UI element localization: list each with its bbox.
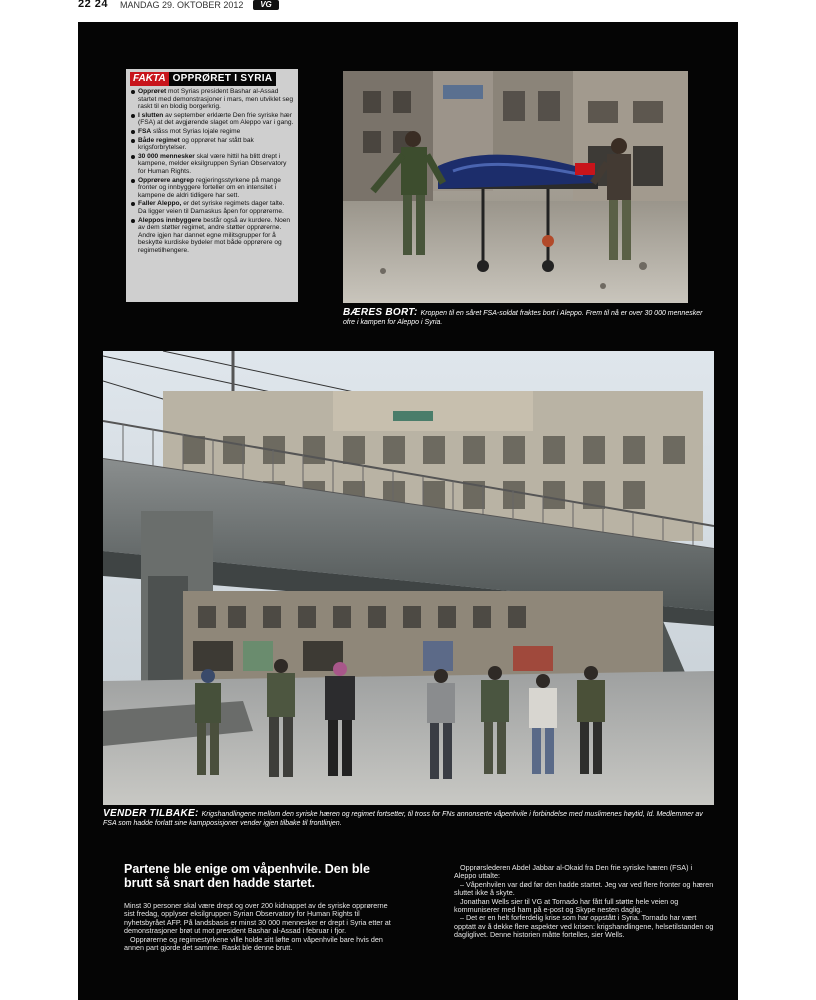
caption-text: Krigshandlingene mellom den syriske hæren og regimet fortsetter, til tross for FNs annonserte våpenhvile i forbindelse med muslimenes høytid, Id. Medlemmer av FSA som hadde forlatt sine kampposisjoner vender igjen tilbake til frontlinjen. bbox=[103, 811, 703, 827]
article-paragraph: – Våpenhvilen var død før den hadde startet. Jeg var ved flere fronter og hæren sluttet ikke å skyte. bbox=[454, 879, 714, 898]
fakta-item: Opprøret mot Syrias president Bashar al-Assad startet med demonstrasjoner i mars, men utviklet seg raskt til en blodig borgerkrig. bbox=[130, 88, 294, 111]
fakta-header bbox=[130, 72, 294, 86]
caption-text: Kroppen til en såret FSA-soldat fraktes bort i Aleppo. Frem til nå er over 30 000 mennesker ofre i kampen for Aleppo i Syria. bbox=[343, 310, 703, 326]
photo-stretcher-caption bbox=[343, 308, 703, 327]
fakta-title: OPPRØRET I SYRIA bbox=[169, 72, 277, 86]
fakta-list bbox=[130, 88, 294, 254]
article-column-left bbox=[124, 902, 394, 952]
article-paragraph: – Det er en helt forferdelig krise som har oppstått i Syria. Tornado har vært opptatt av å dekke flere aspekter ved krisen: krigshandlingene, helsetilstanden og dagliglivet. Denne historien måtte fortelles, sier Wells. bbox=[454, 913, 714, 940]
photo-stretcher-illustration bbox=[343, 71, 688, 303]
photo-fighters bbox=[103, 351, 714, 805]
page-numbers: 22 24 bbox=[78, 0, 109, 10]
fakta-item: Aleppos innbyggere består også av kurdere. Noen av dem støtter regimet, andre støtter opprørerne. Andre igjen har dannet egne militsgrupper for å beskytte kurdiske bydeler mot både opprørere og regimetilhengere. bbox=[130, 217, 294, 255]
caption-head: VENDER TILBAKE: bbox=[103, 808, 199, 819]
article-column-right bbox=[454, 864, 716, 940]
fakta-item: I slutten av september erklærte Den frie syriske hær (FSA) at det avgjørende slaget om Aleppo var i gang. bbox=[130, 112, 294, 127]
fakta-box bbox=[126, 69, 298, 302]
vg-logo: VG bbox=[253, 0, 279, 10]
photo-fighters-caption bbox=[103, 809, 718, 828]
article-paragraph: Opprørerne og regimestyrkene ville holde sitt løfte om våpenhvile bare hvis den annen part gjorde det samme. Raskt ble denne brutt. bbox=[124, 934, 383, 953]
fakta-item: FSA slåss mot Syrias lojale regime bbox=[130, 128, 294, 136]
fakta-item: Opprørere angrep regjeringsstyrkene på mange fronter og innbyggere forteller om en intensitet i kampene de aldri tidligere har sett. bbox=[130, 177, 294, 200]
photo-stretcher bbox=[343, 71, 688, 303]
article-paragraph: Minst 30 personer skal være drept og over 200 kidnappet av de syriske opprørerne sist fredag, opplyser eksilgruppen Syrian Observatory for Human Rights til nyhetsbyrået AFP. På landsbasis er minst 30 000 mennesker er drept i Syria etter at demonstrasjoner brøt ut mot president Bashar al-Assad i februar i fjor. bbox=[124, 901, 391, 936]
fakta-badge: FAKTA bbox=[130, 72, 169, 86]
caption-head: BÆRES BORT: bbox=[343, 307, 418, 318]
photo-fighters-illustration bbox=[103, 351, 714, 805]
article-paragraph: Jonathan Wells sier til VG at Tornado har fått full støtte hele veien og kommuniserer med ham på e-post og Skype nesten daglig. bbox=[454, 896, 679, 915]
fakta-item: Faller Aleppo, er det syriske regimets dager talte. Da ligger veien til Damaskus åpen for opprørerne. bbox=[130, 200, 294, 215]
fakta-item: 30 000 mennesker skal være hittil ha blitt drept i kampene, melder eksilgruppen Syrian Observatory for Human Rights. bbox=[130, 153, 294, 176]
issue-date: MANDAG 29. OKTOBER 2012 bbox=[120, 0, 244, 10]
article-paragraph: Opprørslederen Abdel Jabbar al-Okaid fra Den frie syriske hæren (FSA) i Aleppo uttalte: bbox=[454, 863, 693, 881]
page-header bbox=[78, 0, 738, 12]
article-headline: Partene ble enige om våpenhvile. Den ble brutt så snart den hadde startet. bbox=[124, 862, 370, 890]
fakta-item: Både regimet og opprøret har stått bak krigsforbrytelser. bbox=[130, 137, 294, 152]
